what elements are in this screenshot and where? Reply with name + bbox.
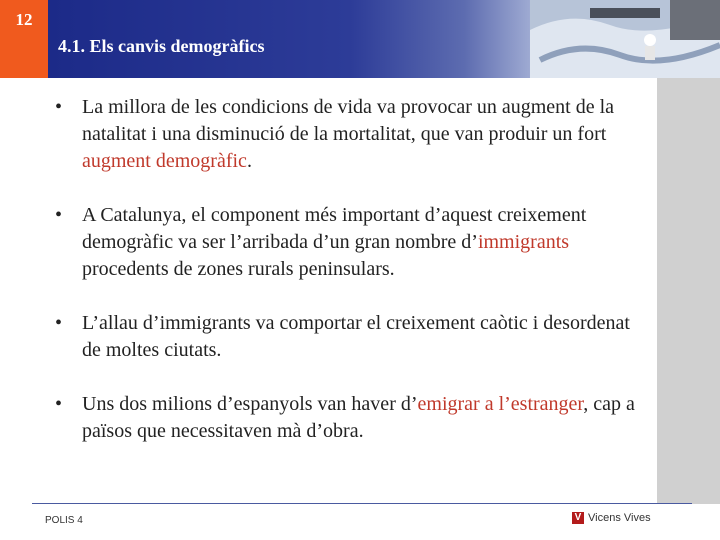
bullet-text: .	[246, 150, 252, 172]
logo-text: Vicens Vives	[588, 512, 651, 524]
highlight-text: augment demogràfic	[82, 150, 247, 172]
bullet-item	[55, 310, 650, 364]
bullet-text: La millora de les condicions de vida va provocar un augment de la natalitat i una disminució de la mortalitat, que van produir un fort	[82, 96, 615, 145]
bullet-item	[55, 391, 650, 445]
bullet-item	[55, 94, 650, 175]
footer-divider	[32, 503, 692, 504]
publisher-logo	[572, 512, 651, 524]
bullet-dot: •	[55, 393, 63, 415]
logo-mark-icon: V	[572, 512, 584, 524]
content	[55, 94, 650, 472]
bullet-text: L’allau d’immigrants va comportar el creixement caòtic i desordenat de moltes ciutats.	[82, 312, 630, 361]
bullet-dot: •	[55, 312, 63, 334]
bullet-dot: •	[55, 204, 63, 226]
bullet-text: , cap a països que necessitaven mà d’obra.	[82, 393, 635, 442]
right-sidebar	[657, 78, 720, 504]
highlight-text: emigrar a l’estranger	[417, 393, 584, 415]
bullet-text: procedents de zones rurals peninsulars.	[82, 258, 395, 280]
header-photo	[530, 0, 720, 78]
slide-number: 12	[0, 0, 48, 78]
page-title: 4.1. Els canvis demogràfics	[58, 36, 265, 56]
bullet-dot: •	[55, 96, 63, 118]
highlight-text: immigrants	[477, 231, 570, 253]
bullet-item	[55, 202, 650, 283]
footer-label: POLIS 4	[45, 515, 83, 526]
bullet-text: Uns dos milions d’espanyols van haver d’	[82, 393, 418, 415]
bullet-text: A Catalunya, el component més important d’aquest creixement demogràfic va ser l’arribada d’un gran nombre d’	[82, 204, 587, 253]
